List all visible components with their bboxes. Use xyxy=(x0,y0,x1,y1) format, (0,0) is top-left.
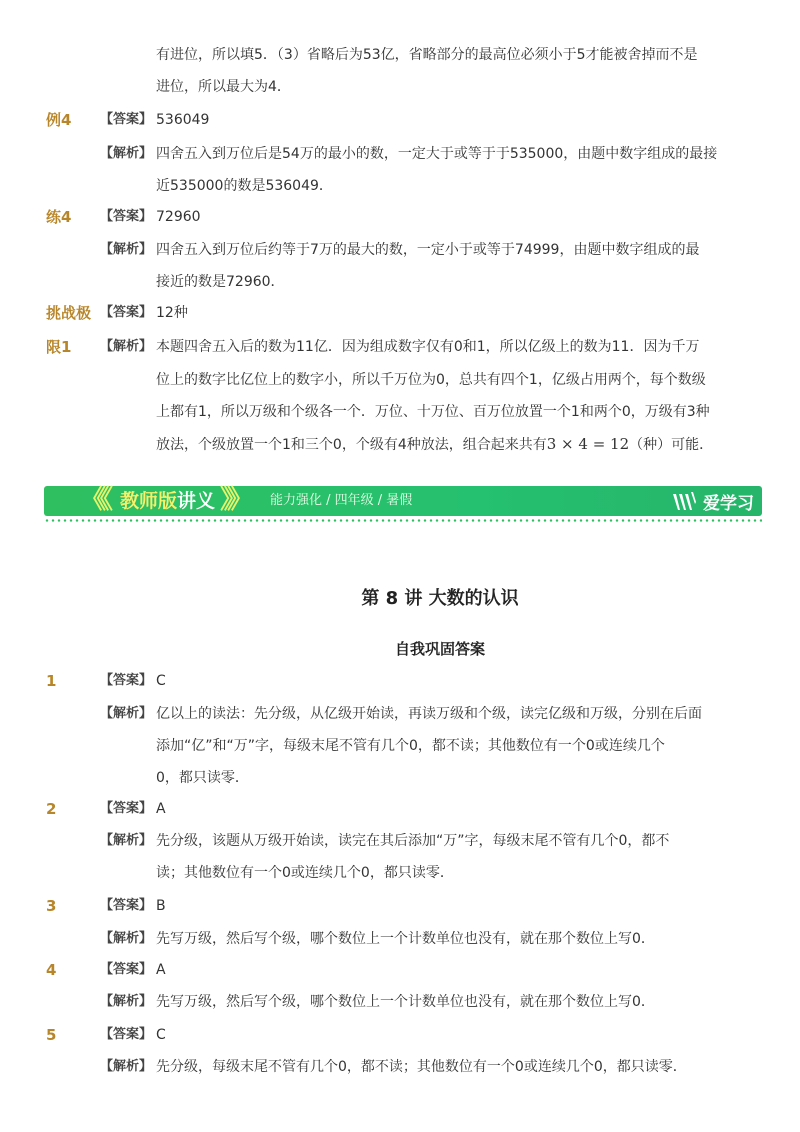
analysis-line: 先分级，每级末尾不管有几个0，都不读；其他数位有一个0或连续几个0，都只读零． xyxy=(156,1059,687,1075)
banner-title xyxy=(120,486,215,516)
analysis-tag: 【解析】 xyxy=(100,339,153,354)
continuation-line-2: 进位，所以最大为4． xyxy=(156,79,291,95)
chevron-left-icon: 《《 xyxy=(80,485,108,515)
analysis-line: 本题四舍五入后的数为11亿．因为组成数字仅有0和1，所以亿级上的数为11．因为千万 xyxy=(156,339,700,355)
banner-title-b: 讲义 xyxy=(177,490,216,512)
analysis-tag: 【解析】 xyxy=(100,994,153,1009)
answer-value: A xyxy=(156,801,166,817)
item-label: 练4 xyxy=(46,208,72,226)
analysis-line: 先写万级，然后写个级，哪个数位上一个计数单位也没有，就在那个数位上写0． xyxy=(156,931,655,947)
brand-logo xyxy=(671,486,754,516)
lesson-title: 第 8 讲 大数的认识 xyxy=(361,588,519,609)
answer-number: 1 xyxy=(46,672,57,690)
analysis-tag: 【解析】 xyxy=(100,242,153,257)
answer-value: 72960 xyxy=(156,209,201,225)
answer-number: 2 xyxy=(46,800,57,818)
answer-tag: 【答案】 xyxy=(100,673,153,688)
item-label: 例4 xyxy=(46,111,72,129)
analysis-tag: 【解析】 xyxy=(100,1059,153,1074)
banner-dotted-rule xyxy=(44,519,762,522)
analysis-tail: （种）可能． xyxy=(629,437,714,453)
answer-number: 4 xyxy=(46,961,57,979)
analysis-line: 四舍五入到万位后是54万的最小的数，一定大于或等于于535000，由题中数字组成的最接 xyxy=(156,146,718,162)
analysis-line-math xyxy=(156,434,713,455)
analysis-line: 近535000的数是536049． xyxy=(156,178,333,194)
analysis-line: 上都有1，所以万级和个级各一个．万位、十万位、百万位放置一个1和两个0，万级有3种 xyxy=(156,404,710,420)
analysis-tag: 【解析】 xyxy=(100,146,153,161)
answer-value: B xyxy=(156,898,166,914)
answer-tag: 【答案】 xyxy=(100,898,153,913)
item-label-cont: 限1 xyxy=(46,338,72,356)
answer-tag: 【答案】 xyxy=(100,209,153,224)
analysis-line: 先分级，该题从万级开始读，读完在其后添加“万”字，每级末尾不管有几个0，都不 xyxy=(156,833,670,849)
analysis-text: 放法，个级放置一个1和三个0，个级有4种放法，组合起来共有 xyxy=(156,437,547,453)
analysis-tag: 【解析】 xyxy=(100,931,153,946)
answer-number: 3 xyxy=(46,897,57,915)
answer-value: C xyxy=(156,673,166,689)
answer-value: 536049 xyxy=(156,112,210,128)
banner-subtitle: 能力强化 / 四年级 / 暑假 xyxy=(270,493,413,508)
answer-tag: 【答案】 xyxy=(100,962,153,977)
analysis-tag: 【解析】 xyxy=(100,706,153,721)
analysis-line: 添加“亿”和“万”字，每级末尾不管有几个0，都不读；其他数位有一个0或连续几个 xyxy=(156,738,665,754)
analysis-line: 四舍五入到万位后约等于7万的最大的数，一定小于或等于74999，由题中数字组成的最 xyxy=(156,242,700,258)
analysis-line: 读；其他数位有一个0或连续几个0，都只读零． xyxy=(156,865,454,881)
answer-value: 12种 xyxy=(156,305,188,321)
chevron-right-icon: 》》 xyxy=(220,485,248,515)
analysis-line: 亿以上的读法：先分级，从亿级开始读，再读万级和个级，读完亿级和万级，分别在后面 xyxy=(156,706,702,722)
section-subtitle: 自我巩固答案 xyxy=(394,640,485,658)
answer-value: C xyxy=(156,1027,166,1043)
analysis-tag: 【解析】 xyxy=(100,833,153,848)
item-label: 挑战极 xyxy=(46,304,92,322)
logo-icon xyxy=(671,490,697,512)
continuation-line-1: 有进位，所以填5．（3）省略后为53亿，省略部分的最高位必须小于5才能被舍掉而不是 xyxy=(156,47,698,63)
answer-tag: 【答案】 xyxy=(100,1027,153,1042)
banner-title-a: 教师版 xyxy=(120,490,178,512)
answer-tag: 【答案】 xyxy=(100,801,153,816)
answer-tag: 【答案】 xyxy=(100,305,153,320)
logo-text: 爱学习 xyxy=(703,493,754,514)
analysis-line: 位上的数字比亿位上的数字小，所以千万位为0，总共有四个1，亿级占用两个，每个数级 xyxy=(156,372,706,388)
analysis-line: 0，都只读零． xyxy=(156,770,249,786)
answer-tag: 【答案】 xyxy=(100,112,153,127)
analysis-line: 先写万级，然后写个级，哪个数位上一个计数单位也没有，就在那个数位上写0． xyxy=(156,994,655,1010)
answer-number: 5 xyxy=(46,1026,57,1044)
answer-value: A xyxy=(156,962,166,978)
math-expression: 3 × 4 = 12 xyxy=(546,435,630,453)
header-banner xyxy=(44,484,762,524)
analysis-line: 接近的数是72960． xyxy=(156,274,285,290)
